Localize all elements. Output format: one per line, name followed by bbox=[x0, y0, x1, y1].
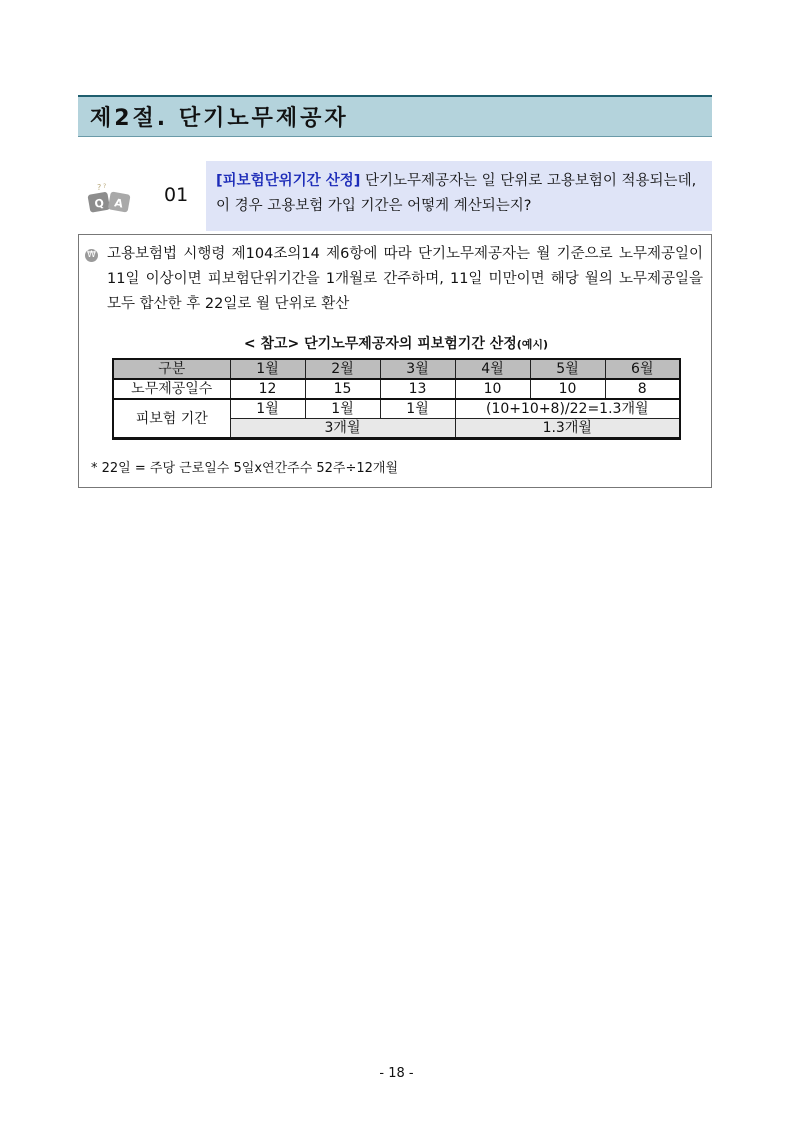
table-cell-formula: (10+10+8)/22=1.3개월 bbox=[455, 399, 680, 419]
section-title: 제2절. 단기노무제공자 bbox=[90, 106, 349, 131]
qa-icon bbox=[86, 181, 132, 215]
header-cell: 1월 bbox=[230, 359, 305, 379]
svg-text:Q: Q bbox=[93, 196, 106, 211]
table-cell: 8 bbox=[605, 379, 680, 399]
question-tag: [피보험단위기간 산정] bbox=[216, 173, 361, 189]
table-caption bbox=[79, 333, 713, 353]
header-cell: 구분 bbox=[113, 359, 230, 379]
answer-text: 고용보험법 시행령 제104조의14 제6항에 따라 단기노무제공자는 월 기준으로 노무제공일이 11일 이상이면 피보험단위기간을 1개월로 간주하며, 11일 미만이면 해당 월의 노무제공일을 모두 합산한 후 22일로 월 단위로 환산 bbox=[107, 246, 703, 312]
table-caption-small: (예시) bbox=[516, 338, 549, 351]
row-label: 노무제공일수 bbox=[113, 379, 230, 399]
table-row bbox=[113, 399, 680, 419]
table-cell: 1월 bbox=[305, 399, 380, 419]
answer-box bbox=[78, 234, 712, 488]
svg-text:?: ? bbox=[103, 183, 107, 190]
svg-text:?: ? bbox=[97, 183, 102, 192]
question-box bbox=[206, 161, 712, 231]
table-cell: 1월 bbox=[230, 399, 305, 419]
table-caption-text: < 참고> 단기노무제공자의 피보험기간 산정 bbox=[243, 336, 517, 352]
table-cell: 15 bbox=[305, 379, 380, 399]
table-row bbox=[113, 379, 680, 399]
table-header-row bbox=[113, 359, 680, 379]
table-cell-total: 1.3개월 bbox=[455, 419, 680, 439]
row-label: 피보험 기간 bbox=[113, 399, 230, 439]
section-header bbox=[78, 95, 712, 137]
header-cell: 6월 bbox=[605, 359, 680, 379]
table-cell: 10 bbox=[455, 379, 530, 399]
question-text: 단기노무제공자는 일 단위로 고용보험이 적용되는데, 이 경우 고용보험 가입 기간은 어떻게 계산되는지? bbox=[216, 173, 697, 214]
coin-bullet-icon: ₩ bbox=[85, 249, 98, 262]
header-cell: 2월 bbox=[305, 359, 380, 379]
header-cell: 3월 bbox=[380, 359, 455, 379]
svg-text:A: A bbox=[113, 196, 124, 211]
question-number: 01 bbox=[164, 184, 189, 206]
table-cell: 12 bbox=[230, 379, 305, 399]
footnote: * 22일 = 주당 근로일수 5일x연간주수 52주÷12개월 bbox=[91, 461, 399, 476]
table-cell: 1월 bbox=[380, 399, 455, 419]
header-cell: 5월 bbox=[530, 359, 605, 379]
reference-table bbox=[112, 358, 681, 440]
table-cell: 13 bbox=[380, 379, 455, 399]
header-cell: 4월 bbox=[455, 359, 530, 379]
table-cell: 10 bbox=[530, 379, 605, 399]
page-number: - 18 - bbox=[379, 1066, 414, 1081]
table-cell-total: 3개월 bbox=[230, 419, 455, 439]
